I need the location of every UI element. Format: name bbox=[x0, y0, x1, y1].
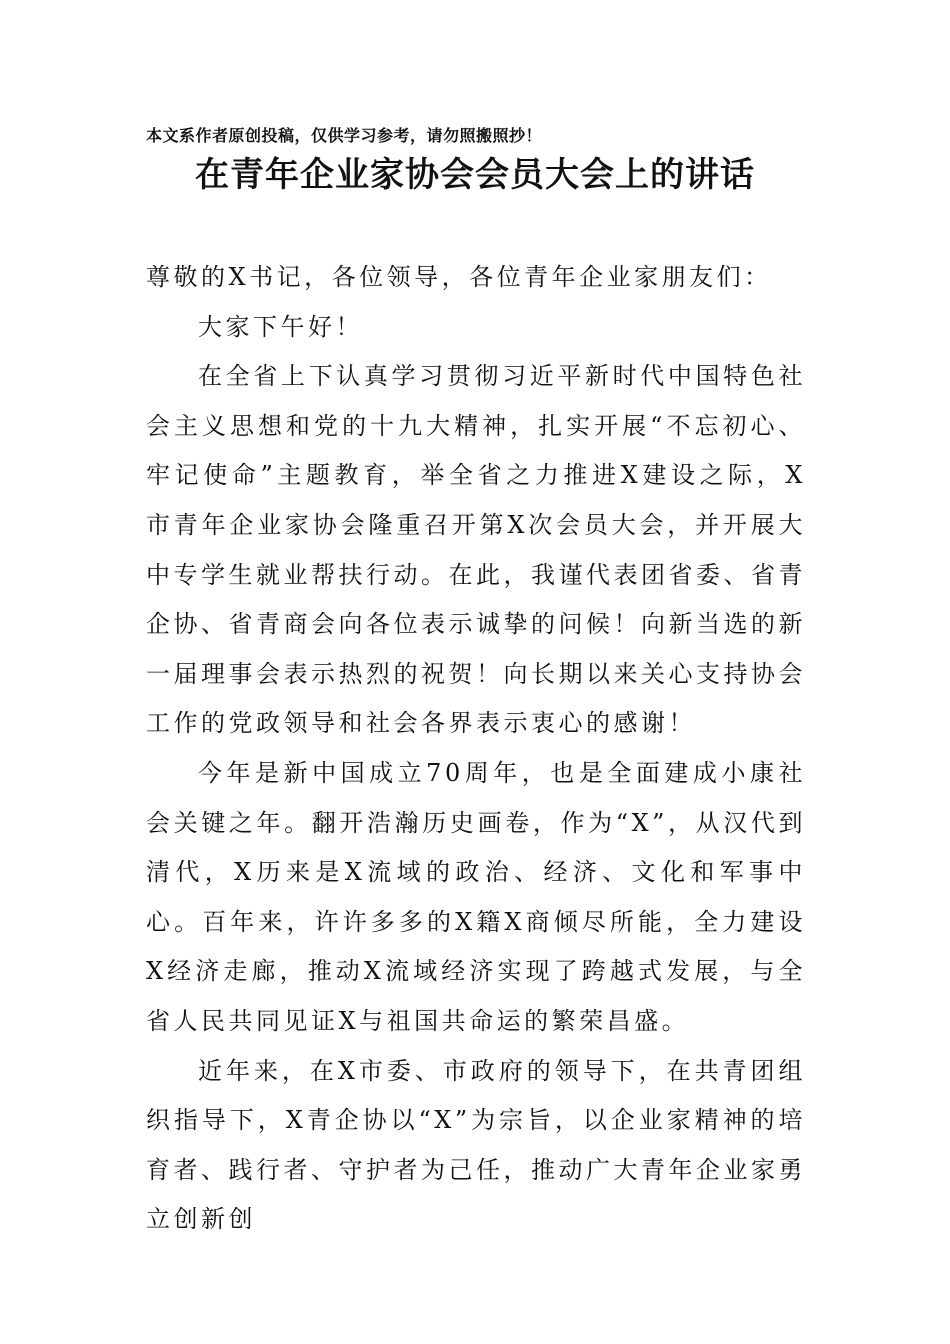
speech-body bbox=[146, 253, 806, 1245]
copyright-notice: 本文系作者原创投稿，仅供学习参考，请勿照搬照抄！ bbox=[146, 126, 543, 145]
salutation: 尊敬的X书记，各位领导，各位青年企业家朋友们： bbox=[146, 263, 772, 291]
paragraph-3: 近年来，在X市委、市政府的领导下，在共青团组织指导下，X青企协以“X”为宗旨，以企业家精神的培育者、践行者、守护者为己任，推动广大青年企业家勇立创新创 bbox=[146, 1056, 806, 1234]
paragraph-1: 在全省上下认真学习贯彻习近平新时代中国特色社会主义思想和党的十九大精神，扎实开展“不忘初心、牢记使命”主题教育，举全省之力推进X建设之际，X市青年企业家协会隆重召开第X次会员大会，并开展大中专学生就业帮扶行动。在此，我谨代表团省委、省青企协、省青商会向各位表示诚挚的问候！向新当选的新一届理事会表示热烈的祝贺！向长期以来关心支持协会工作的党政领导和社会各界表示衷心的感谢！ bbox=[146, 362, 806, 738]
speech-title: 在青年企业家协会会员大会上的讲话 bbox=[195, 155, 755, 195]
greeting: 大家下午好！ bbox=[198, 312, 363, 341]
paragraph-2: 今年是新中国成立70周年，也是全面建成小康社会关键之年。翻开浩瀚历史画卷，作为“X”，从汉代到清代，X历来是X流域的政治、经济、文化和军事中心。百年来，许许多多的X籍X商倾尽所能，全力建设X经济走廊，推动X流域经济实现了跨越式发展，与全省人民共同见证X与祖国共命运的繁荣昌盛。 bbox=[146, 758, 806, 1035]
